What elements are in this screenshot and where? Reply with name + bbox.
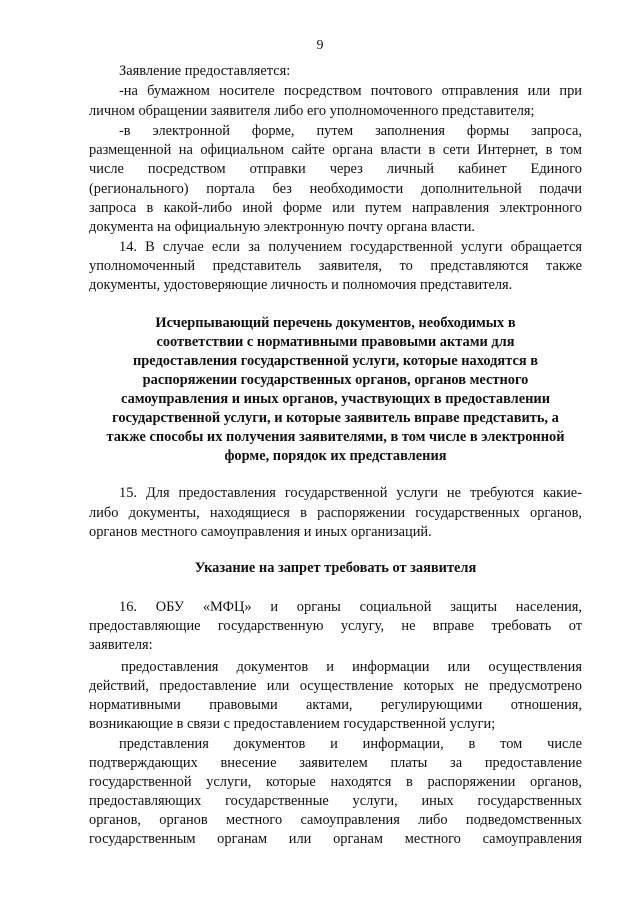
text-line: личном обращении заявителя либо его уполномоченного представителя; [89,103,535,119]
text-line: предоставляющих государственные услуги, иных государственных [89,793,582,809]
text-line: предоставляющие государственную услугу, не вправе требовать от [89,618,582,634]
text-line: уполномоченный представитель заявителя, то представляются также [89,258,582,274]
text-line: подтверждающих внесение заявителем платы за предоставление [89,755,582,771]
text-line: документа на официальную электронную почту органа власти. [89,219,476,235]
text-line: заявителя: [89,637,153,653]
text-line: запроса в какой-либо иной форме или путем направления электронного [89,200,582,216]
text-line: органов местного самоуправления и иных организаций. [89,524,432,540]
section-heading: Исчерпывающий перечень документов, необходимых в [155,315,516,331]
text-line: действий, предоставление или осуществление которых не предусмотрено [89,678,582,694]
text-line: 14. В случае если за получением государственной услуги обращается [119,239,582,255]
text-line: -в электронной форме, путем заполнения формы запроса, [119,123,582,139]
text-line: представления документов и информации, в том числе [119,736,582,752]
text-line: 15. Для предоставления государственной услуги не требуются какие- [119,485,582,501]
section-heading: распоряжении государственных органов, органов местного [142,372,529,388]
section-heading: также способы их получения заявителями, в том числе в электронной [106,429,565,445]
text-line: -на бумажном носителе посредством почтового отправления или при [119,83,582,99]
section-heading: соответствии с нормативными правовыми актами для [156,334,515,350]
text-line: предоставления документов и информации или осуществления [121,659,582,675]
text-line: государственной услуги, которые находятся в распоряжении органов, [89,774,582,790]
section-heading: самоуправления и иных органов, участвующих в предоставлении [121,391,550,407]
text-line: органов, органов местного самоуправления либо подведомственных [89,812,582,828]
text-line: либо документы, находящиеся в распоряжении государственных органов, [89,505,582,521]
text-line: государственным органам или органам местного самоуправления [89,831,582,847]
section-heading: форме, порядок их представления [224,448,447,464]
text-line: возникающие в связи с предоставлением государственной услуги; [89,716,496,732]
text-line: размещенной на официальном сайте органа власти в сети Интернет, в том [89,142,582,158]
section-heading: предоставления государственной услуги, которые находятся в [132,353,539,369]
text-line: числе посредством отправки через личный кабинет Единого [89,161,582,177]
section-heading: государственной услуги, и которые заявитель вправе представить, а [112,410,559,426]
text-line: Заявление предоставляется: [119,63,291,79]
section-heading: Указание на запрет требовать от заявителя [194,560,477,576]
text-line: документы, удостоверяющие личность и полномочия представителя. [89,277,513,293]
text-line: нормативными правовыми актами, регулирующими отношения, [89,697,582,713]
text-line: 16. ОБУ «МФЦ» и органы социальной защиты населения, [119,599,582,615]
text-line: (регионального) портала без необходимости дополнительной подачи [89,181,582,197]
page-number: 9 [316,38,324,53]
